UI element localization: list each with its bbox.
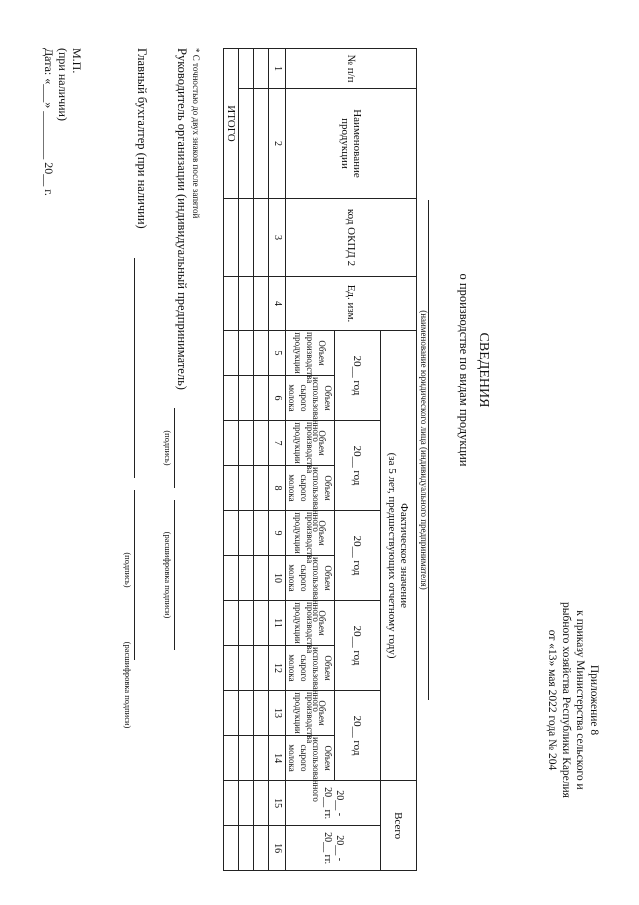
header-year-2: 20__ год	[335, 421, 381, 511]
document-title: СВЕДЕНИЯ	[476, 332, 491, 408]
column-number: 9	[269, 511, 286, 556]
org-name-caption: (наименование юридического лица (индивидуального предпринимателя)	[419, 310, 429, 590]
head-decode-line	[174, 500, 187, 650]
total-row-label: ИТОГО	[224, 49, 239, 199]
head-signature-label: Руководитель организации (индивидуальный предприниматель)	[175, 48, 189, 390]
header-total-production	[286, 781, 381, 826]
document-sheet	[10, 10, 629, 895]
header-year-3: 20__ год	[335, 511, 381, 601]
header-total: Всего	[381, 781, 417, 871]
column-number: 6	[269, 376, 286, 421]
column-number: 14	[269, 736, 286, 781]
column-number: 16	[269, 826, 286, 871]
column-number: 8	[269, 466, 286, 511]
header-milk-volume: Объем использованного сырого молока	[287, 737, 333, 802]
accountant-signature-label: Главный бухгалтер (при наличии)	[135, 48, 149, 229]
column-number: 4	[269, 277, 286, 331]
stamp-mp: М.П.	[70, 48, 84, 74]
appendix-line-1: Приложение 8	[588, 664, 600, 736]
column-number: 15	[269, 781, 286, 826]
accountant-decode-caption: (расшифровка подписи)	[123, 641, 133, 729]
org-name-line	[428, 200, 443, 700]
header-okpd-code: код ОКПД 2	[286, 199, 417, 277]
appendix-line-3: рыбного хозяйства Республики Карелия	[560, 602, 572, 798]
header-milk-volume: Объем использованного сырого молока	[287, 647, 333, 712]
appendix-line-4: от «13» мая 2022 года № 204	[546, 629, 558, 771]
head-sign-caption: (подпись)	[163, 430, 173, 466]
stamp-if-any: (при наличии)	[56, 48, 70, 121]
document-subtitle: о производстве по видам продукции	[457, 273, 471, 467]
header-number: № п/п	[286, 49, 417, 89]
appendix-header	[545, 570, 601, 830]
header-milk-volume: Объем использованного сырого молока	[287, 377, 333, 442]
header-fact-value	[381, 331, 417, 781]
column-number: 1	[269, 49, 286, 89]
header-total-milk	[286, 826, 381, 871]
head-decode-caption: (расшифровка подписи)	[163, 531, 173, 619]
column-number: 13	[269, 691, 286, 736]
header-production-volume: Объем производства продукции	[286, 331, 335, 376]
column-number: 3	[269, 199, 286, 277]
header-year-1: 20__ год	[335, 331, 381, 421]
header-production-volume: Объем производства продукции	[286, 601, 335, 646]
accountant-sign-caption: (подпись)	[123, 552, 133, 588]
header-year-5: 20__ год	[335, 691, 381, 781]
appendix-line-2: к приказу Министерства сельского и	[574, 610, 586, 790]
header-production-volume: Объем производства продукции	[286, 421, 335, 466]
total-years-label: 20__ - 20__ гг.	[322, 832, 345, 865]
table-row	[239, 49, 254, 871]
total-years-label: 20__ - 20__ гг.	[322, 787, 345, 820]
column-number: 2	[269, 89, 286, 199]
header-unit: Ед. изм.	[286, 277, 417, 331]
fact-subtitle: (за 5 лет, предшествующих отчетному году)	[386, 452, 399, 659]
header-production-volume: Объем производства продукции	[286, 511, 335, 556]
header-milk-volume: Объем использованного сырого молока	[287, 557, 333, 622]
header-product-name: Наименование продукции	[286, 89, 417, 199]
total-row	[224, 49, 239, 871]
column-number: 11	[269, 601, 286, 646]
column-number: 5	[269, 331, 286, 376]
stamp-block	[42, 48, 84, 196]
head-sign-line	[174, 408, 187, 488]
column-number: 10	[269, 556, 286, 601]
production-table	[223, 48, 417, 871]
accountant-sign-line	[134, 258, 147, 478]
fact-title: Фактическое значение	[398, 503, 411, 608]
column-number-row	[269, 49, 286, 871]
header-year-4: 20__ год	[335, 601, 381, 691]
footnote: * С точностью до двух знаков после запятой	[191, 48, 201, 219]
header-production-volume: Объем производства продукции	[286, 691, 335, 736]
date-line: Дата: «___» ________ 20__ г.	[42, 48, 56, 196]
table-row	[254, 49, 269, 871]
column-number: 12	[269, 646, 286, 691]
column-number: 7	[269, 421, 286, 466]
accountant-decode-line	[134, 490, 147, 660]
header-milk-volume: Объем использованного сырого молока	[287, 467, 333, 532]
